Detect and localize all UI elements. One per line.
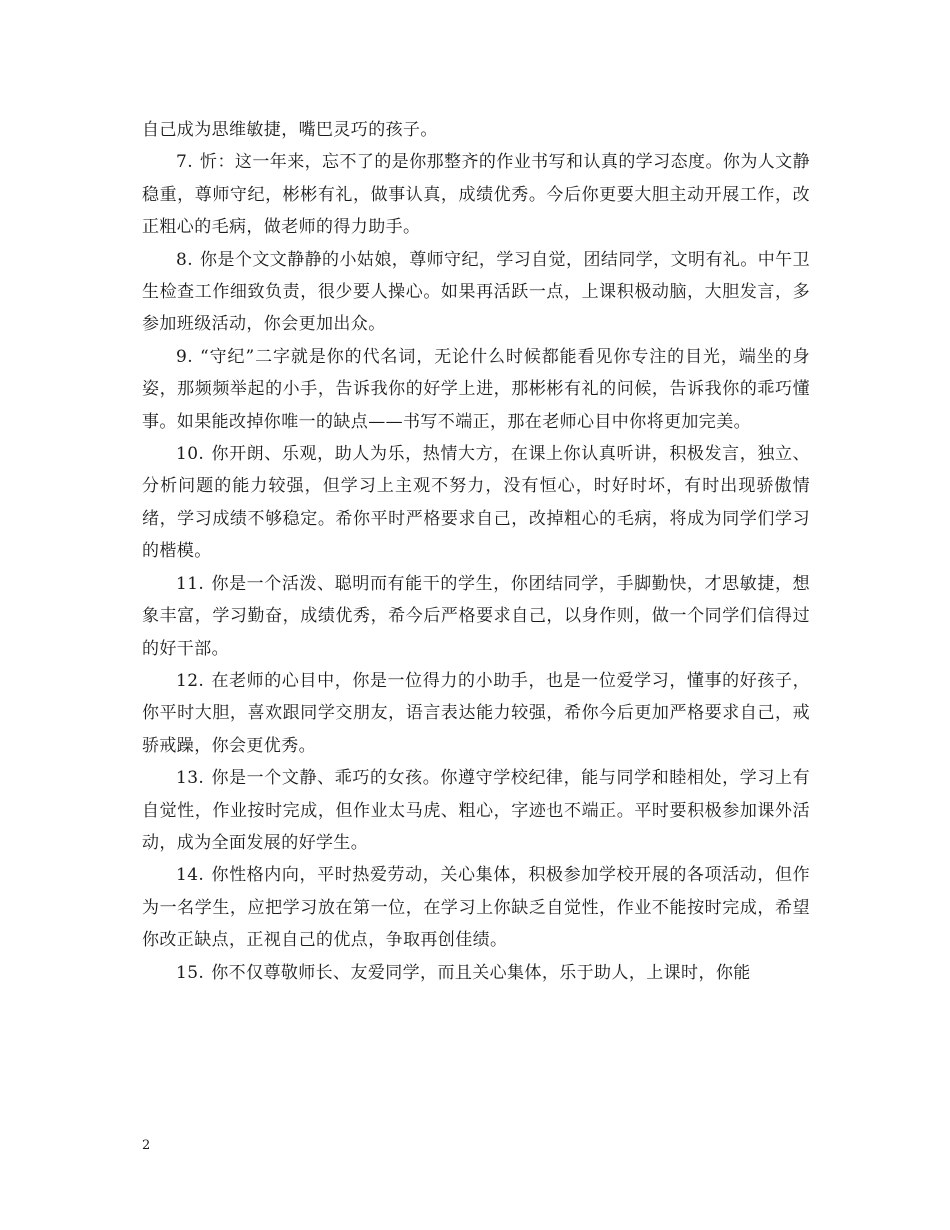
paragraph-item-7 [142, 146, 810, 243]
paragraph-text: 你性格内向，平时热爱劳动，关心集体，积极参加学校开展的各项活动，但作为一名学生，应把学习放在第一位，在学习上你缺乏自觉性，作业不能按时完成，希望你改正缺点，正视自己的优点，争取再创佳绩。 [142, 865, 810, 951]
page-number: 2 [142, 1138, 151, 1153]
paragraph-text: “守纪”二字就是你的代名词，无论什么时候都能看见你专注的目光，端坐的身姿，那频频举起的小手，告诉我你的好学上进，那彬彬有礼的问候，告诉我你的乖巧懂事。如果能改掉你唯一的缺点——书写不端正，那在老师心目中你将更加完美。 [142, 346, 810, 432]
paragraph-item-8 [142, 244, 810, 341]
item-number: 9. [176, 346, 194, 367]
item-number: 11. [176, 573, 205, 594]
paragraph-item-13 [142, 762, 810, 859]
paragraph-text: 自己成为思维敏捷，嘴巴灵巧的孩子。 [142, 120, 438, 140]
item-number: 8. [176, 249, 194, 270]
item-number: 10. [176, 444, 205, 465]
paragraph-item-15 [142, 957, 810, 989]
paragraph-text: 你开朗、乐观，助人为乐，热情大方，在课上你认真听讲，积极发言，独立、分析问题的能力较强，但学习上主观不努力，没有恒心，时好时坏，有时出现骄傲情绪，学习成绩不够稳定。希你平时严格要求自己，改掉粗心的毛病，将成为同学们学习的楷模。 [142, 444, 810, 562]
item-number: 12. [176, 670, 205, 691]
document-body [142, 114, 810, 989]
item-number: 7. [176, 152, 194, 173]
paragraph-text: 你是一个活泼、聪明而有能干的学生，你团结同学，手脚勤快，才思敏捷，想象丰富，学习勤奋，成绩优秀，希今后严格要求自己，以身作则，做一个同学们信得过的好干部。 [142, 573, 810, 659]
paragraph-item-11 [142, 568, 810, 665]
paragraph-item-14 [142, 859, 810, 956]
item-number: 14. [176, 865, 205, 886]
paragraph-text: 你是一个文静、乖巧的女孩。你遵守学校纪律，能与同学和睦相处，学习上有自觉性，作业按时完成，但作业太马虎、粗心，字迹也不端正。平时要积极参加课外活动，成为全面发展的好学生。 [142, 768, 810, 853]
paragraph-item-9 [142, 341, 810, 438]
paragraph-continuation [142, 114, 810, 146]
paragraph-item-10 [142, 438, 810, 568]
paragraph-item-12 [142, 665, 810, 762]
paragraph-text: 忻：这一年来，忘不了的是你那整齐的作业书写和认真的学习态度。你为人文静稳重，尊师守纪，彬彬有礼，做事认真，成绩优秀。今后你更要大胆主动开展工作，改正粗心的毛病，做老师的得力助手。 [142, 152, 810, 238]
paragraph-text: 你是个文文静静的小姑娘，尊师守纪，学习自觉，团结同学，文明有礼。中午卫生检查工作细致负责，很少要人操心。如果再活跃一点，上课积极动脑，大胆发言，多参加班级活动，你会更加出众。 [142, 249, 810, 335]
paragraph-text: 你不仅尊敬师长、友爱同学，而且关心集体，乐于助人，上课时，你能 [211, 962, 751, 983]
paragraph-text: 在老师的心目中，你是一位得力的小助手，也是一位爱学习，懂事的好孩子，你平时大胆，喜欢跟同学交朋友，语言表达能力较强，希你今后更加严格要求自己，戒骄戒躁，你会更优秀。 [142, 670, 810, 756]
item-number: 13. [176, 768, 205, 789]
item-number: 15. [176, 962, 205, 983]
